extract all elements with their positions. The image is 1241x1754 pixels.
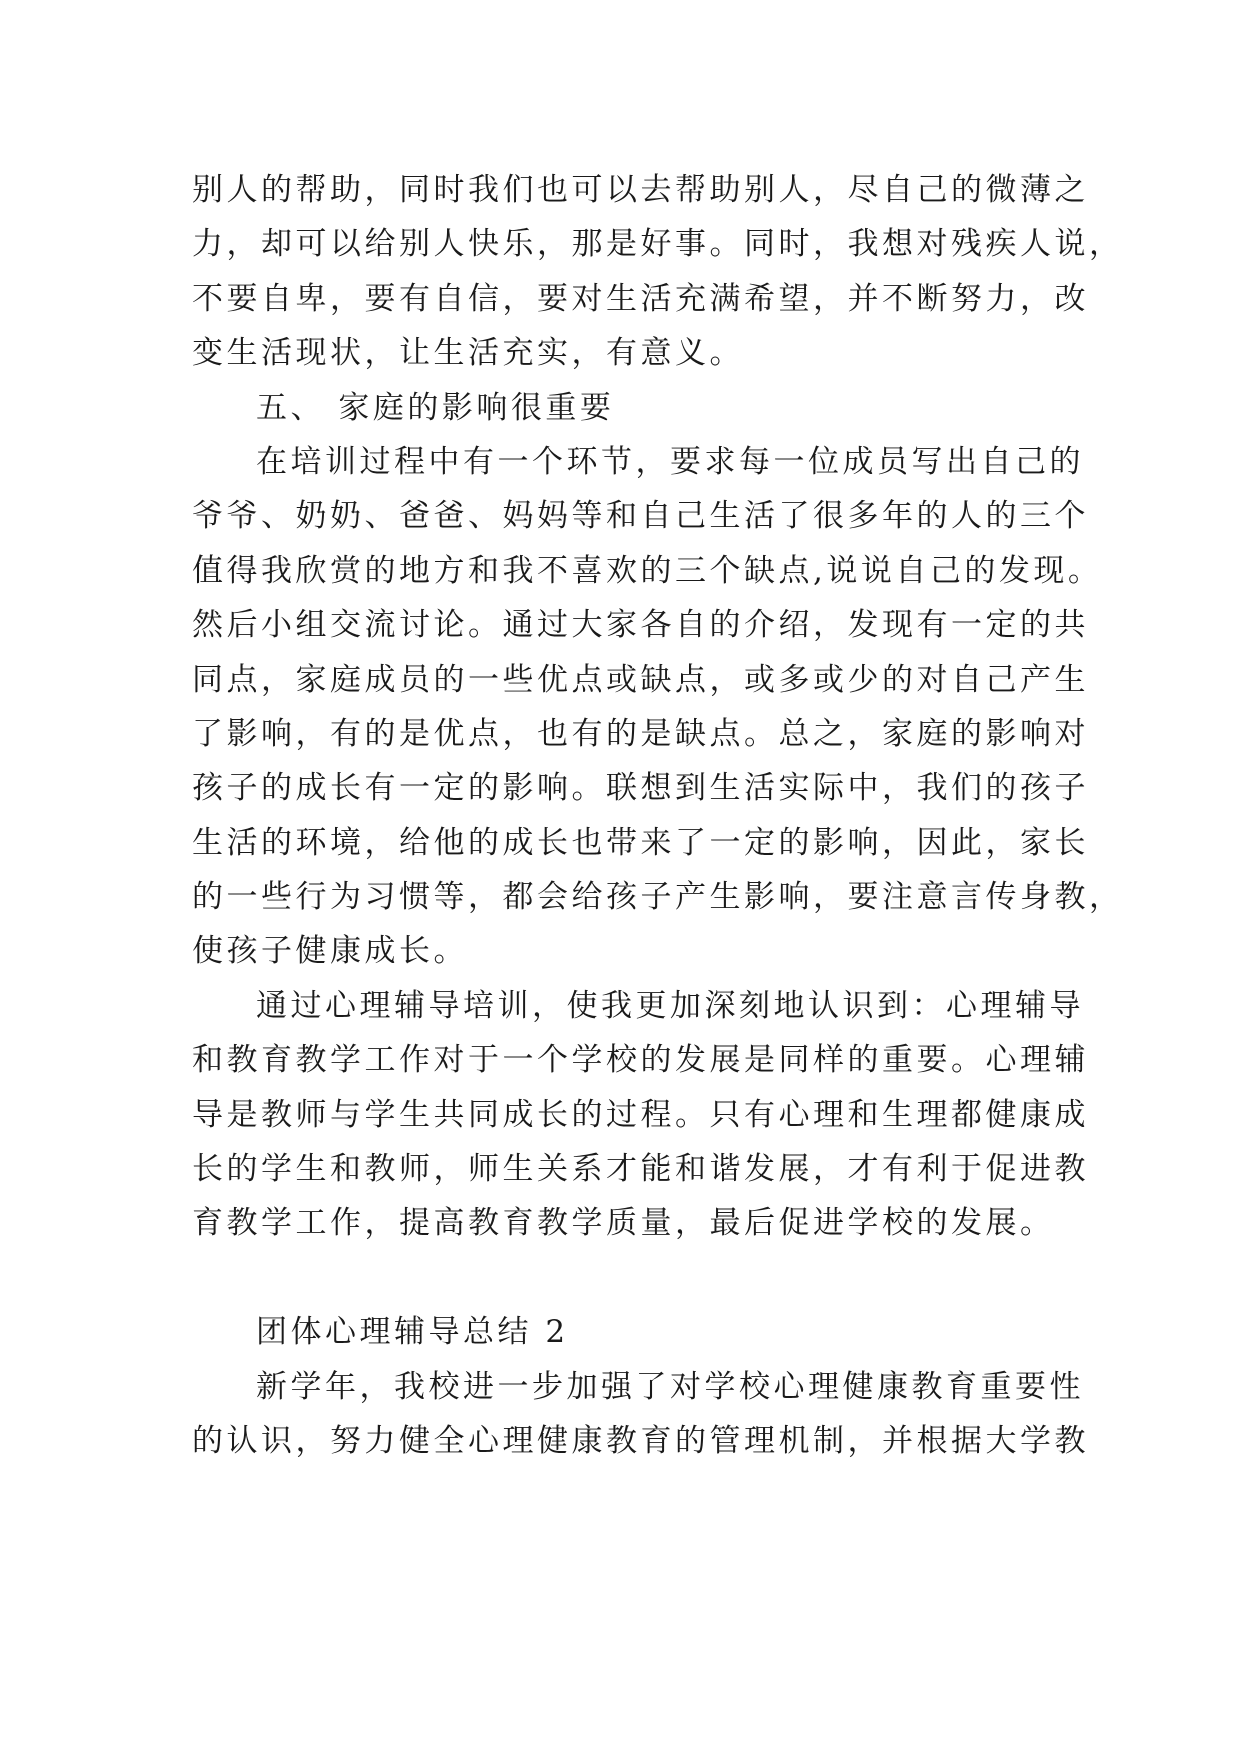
paragraph-line: 值得我欣赏的地方和我不喜欢的三个缺点,说说自己的发现。 [192, 552, 1103, 589]
paragraph-conclusion [192, 979, 1089, 1251]
document-title: 团体心理辅导总结 2 [256, 1314, 569, 1351]
paragraph-line: 在培训过程中有一个环节，要求每一位成员写出自己的 [256, 443, 1084, 480]
paragraph-line: 然后小组交流讨论。通过大家各自的介绍，发现有一定的共 [192, 607, 1089, 644]
paragraph-line: 同点，家庭成员的一些优点或缺点，或多或少的对自己产生 [192, 661, 1089, 698]
paragraph-line: 力，却可以给别人快乐，那是好事。同时，我想对残疾人说， [192, 226, 1124, 263]
paragraph-line: 使孩子健康成长。 [192, 933, 468, 970]
document-body [192, 163, 1124, 1468]
paragraph-line: 长的学生和教师，师生关系才能和谐发展，才有利于促进教 [192, 1151, 1089, 1188]
paragraph-line: 别人的帮助，同时我们也可以去帮助别人，尽自己的微薄之 [192, 172, 1089, 208]
paragraph-line: 变生活现状，让生活充实，有意义。 [192, 335, 744, 372]
paragraph-line: 导是教师与学生共同成长的过程。只有心理和生理都健康成 [192, 1096, 1089, 1133]
paragraph-line: 和教育教学工作对于一个学校的发展是同样的重要。心理辅 [192, 1042, 1089, 1079]
paragraph-line: 了影响，有的是优点，也有的是缺点。总之，家庭的影响对 [192, 715, 1089, 752]
paragraph-line: 爷爷、奶奶、爸爸、妈妈等和自己生活了很多年的人的三个 [192, 498, 1089, 535]
paragraph-line: 的认识，努力健全心理健康教育的管理机制，并根据大学教 [192, 1422, 1089, 1459]
paragraph-family-influence [192, 435, 1124, 979]
paragraph-line: 不要自卑，要有自信，要对生活充满希望，并不断努力，改 [192, 280, 1089, 317]
paragraph-line: 孩子的成长有一定的影响。联想到生活实际中，我们的孩子 [192, 770, 1089, 807]
blank-line [192, 1251, 1052, 1305]
paragraph-line: 通过心理辅导培训，使我更加深刻地认识到：心理辅导 [256, 987, 1084, 1024]
paragraph-continuation [192, 163, 1124, 381]
paragraph-line: 育教学工作，提高教育教学质量，最后促进学校的发展。 [192, 1205, 1055, 1242]
paragraph-line: 生活的环境，给他的成长也带来了一定的影响，因此，家长 [192, 824, 1089, 861]
paragraph-new-school-year [192, 1360, 1089, 1469]
paragraph-line: 新学年，我校进一步加强了对学校心理健康教育重要性 [256, 1368, 1084, 1405]
paragraph-line: 的一些行为习惯等，都会给孩子产生影响，要注意言传身教， [192, 879, 1124, 916]
section-heading: 五、 家庭的影响很重要 [256, 389, 615, 426]
